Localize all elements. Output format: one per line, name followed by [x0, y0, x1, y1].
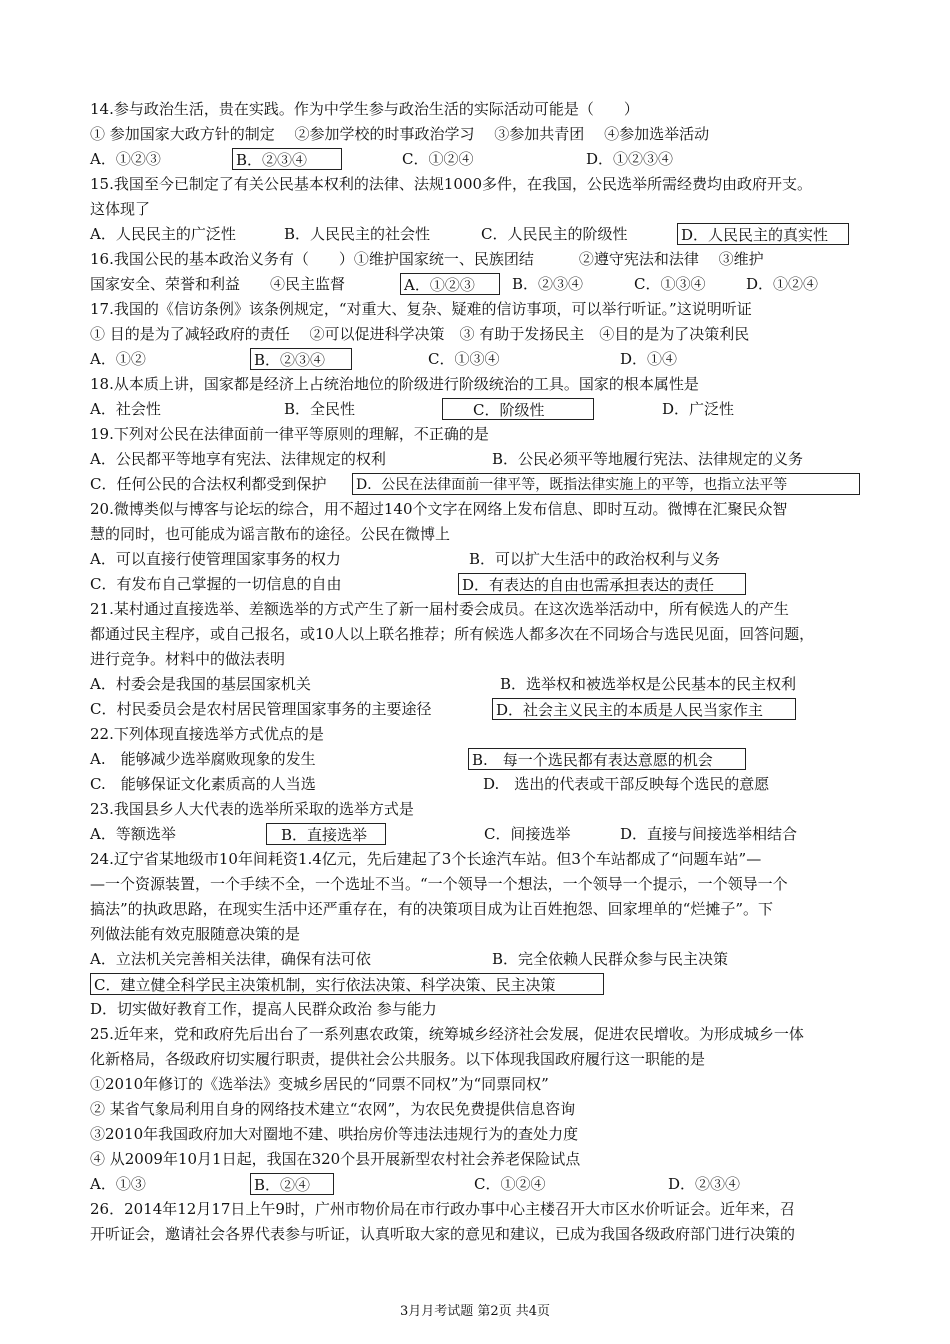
q24-stem-3: 搞法”的执政思路，在现实生活中还严重存在，有的决策项目成为让百姓抱怨、回家埋单的“烂摊子”。下 — [90, 900, 774, 918]
q25-option-a[interactable]: A．①③ — [90, 1175, 146, 1193]
q21-option-b[interactable]: B．选举权和被选举权是公民基本的民主权利 — [500, 675, 797, 693]
q26-stem-1: 26．2014年12月17日上午9时，广州市物价局在市行政办事中心主楼召开大市区水价听证会。近年来，召 — [90, 1200, 795, 1218]
q25-stem-1: 25.近年来，党和政府先后出台了一系列惠农政策，统筹城乡经济社会发展，促进农民增收。为形成城乡一体 — [90, 1025, 804, 1043]
q16-option-b[interactable]: B．②③④ — [512, 275, 584, 293]
q16-line-1: 16.我国公民的基本政治义务有（ ）①维护国家统一、民族团结 ②遵守宪法和法律 ③维护 — [90, 250, 764, 268]
q21-option-c[interactable]: C．村民委员会是农村居民管理国家事务的主要途径 — [90, 700, 432, 718]
q18-stem: 18.从本质上讲，国家都是经济上占统治地位的阶级进行阶级统治的工具。国家的根本属性是 — [90, 375, 699, 393]
q24-stem-1: 24.辽宁省某地级市10年间耗资1.4亿元，先后建起了3个长途汽车站。但3个车站都成了“问题车站”— — [90, 850, 762, 868]
q14-option-d[interactable]: D．①②③④ — [586, 150, 674, 168]
q26-stem-2: 开听证会，邀请社会各界代表参与听证，认真听取大家的意见和建议，已成为我国各级政府部门进行决策的 — [90, 1225, 796, 1243]
q19-option-a[interactable]: A．公民都平等地享有宪法、法律规定的权利 — [90, 450, 386, 468]
q14-items: ① 参加国家大政方针的制定 ②参加学校的时事政治学习 ③参加共青团 ④参加选举活动 — [90, 125, 710, 143]
q17-stem: 17.我国的《信访条例》该条例规定，“对重大、复杂、疑难的信访事项，可以举行听证。”这说明听证 — [90, 300, 752, 318]
q15-option-a[interactable]: A．人民民主的广泛性 — [90, 225, 236, 243]
q21-option-d-answer[interactable]: D．社会主义民主的本质是人民当家作主 — [492, 698, 796, 720]
q20-stem-2: 慧的同时，也可能成为谣言散布的途径。公民在微博上 — [90, 525, 451, 543]
q25-item-3: ③2010年我国政府加大对圈地不建、哄抬房价等违法违规行为的查处力度 — [90, 1125, 579, 1143]
q22-option-a[interactable]: A. 能够减少选举腐败现象的发生 — [90, 750, 316, 768]
q17-option-a[interactable]: A．①② — [90, 350, 146, 368]
q25-option-c[interactable]: C．①②④ — [474, 1175, 546, 1193]
q19-stem: 19.下列对公民在法律面前一律平等原则的理解，不正确的是 — [90, 425, 489, 443]
q20-stem-1: 20.微博类似与博客与论坛的综合，用不超过140个文字在网络上发布信息、即时互动。微博在汇聚民众智 — [90, 500, 788, 518]
q20-option-b[interactable]: B．可以扩大生活中的政治权利与义务 — [469, 550, 721, 568]
q20-option-a[interactable]: A．可以直接行使管理国家事务的权力 — [90, 550, 341, 568]
q25-option-d[interactable]: D．②③④ — [668, 1175, 741, 1193]
q21-stem-1: 21.某村通过直接选举、差额选举的方式产生了新一届村委会成员。在这次选举活动中，所有候选人的产生 — [90, 600, 789, 618]
q23-stem: 23.我国县乡人大代表的选举所采取的选举方式是 — [90, 800, 414, 818]
q18-option-c-answer[interactable]: C．阶级性 — [442, 398, 594, 420]
q21-stem-3: 进行竞争。材料中的做法表明 — [90, 650, 286, 668]
q24-stem-4: 列做法能有效克服随意决策的是 — [90, 925, 301, 943]
q22-option-d[interactable]: D. 选出的代表或干部反映每个选民的意愿 — [483, 775, 770, 793]
q14-option-b-answer[interactable]: B．②③④ — [232, 148, 342, 170]
q25-stem-2: 化新格局，各级政府切实履行职责，提供社会公共服务。以下体现我国政府履行这一职能的是 — [90, 1050, 706, 1068]
q16-option-c[interactable]: C．①③④ — [634, 275, 706, 293]
q17-option-b-answer[interactable]: B．②③④ — [250, 348, 352, 370]
q22-stem: 22.下列体现直接选举方式优点的是 — [90, 725, 324, 743]
q15-stem-1: 15.我国至今已制定了有关公民基本权利的法律、法规1000多件，在我国，公民选举所需经费均由政府开支。 — [90, 175, 813, 193]
q14-option-c[interactable]: C．①②④ — [402, 150, 474, 168]
q23-option-a[interactable]: A．等额选举 — [90, 825, 176, 843]
q18-option-b[interactable]: B．全民性 — [284, 400, 356, 418]
q19-option-c[interactable]: C．任何公民的合法权利都受到保护 — [90, 475, 327, 493]
q25-item-1: ①2010年修订的《选举法》变城乡居民的“同票不同权”为“同票同权” — [90, 1075, 549, 1093]
q15-option-c[interactable]: C．人民民主的阶级性 — [481, 225, 628, 243]
q24-option-d[interactable]: D．切实做好教育工作，提高人民群众政治 参与能力 — [90, 1000, 437, 1018]
q24-option-a[interactable]: A．立法机关完善相关法律，确保有法可依 — [90, 950, 371, 968]
q19-option-b[interactable]: B．公民必须平等地履行宪法、法律规定的义务 — [492, 450, 804, 468]
q20-option-c[interactable]: C．有发布自己掌握的一切信息的自由 — [90, 575, 342, 593]
q15-option-b[interactable]: B．人民民主的社会性 — [284, 225, 431, 243]
q18-option-d[interactable]: D．广泛性 — [662, 400, 735, 418]
q23-option-d[interactable]: D．直接与间接选举相结合 — [620, 825, 798, 843]
q17-option-c[interactable]: C．①③④ — [428, 350, 500, 368]
q21-stem-2: 都通过民主程序，或自己报名，或10人以上联名推荐；所有候选人都多次在不同场合与选民见面，回答问题， — [90, 625, 815, 643]
q23-option-b-answer[interactable]: B．直接选举 — [266, 823, 386, 845]
q15-option-d-answer[interactable]: D．人民民主的真实性 — [677, 223, 849, 245]
q14-option-a[interactable]: A．①②③ — [90, 150, 161, 168]
q17-option-d[interactable]: D．①④ — [620, 350, 678, 368]
q24-option-b[interactable]: B．完全依赖人民群众参与民主决策 — [492, 950, 729, 968]
q24-option-c-answer[interactable]: C．建立健全科学民主决策机制，实行依法决策、科学决策、民主决策 — [90, 973, 604, 995]
page-footer: 3月月考试题 第2页 共4页 — [399, 1304, 551, 1319]
q23-option-c[interactable]: C．间接选举 — [484, 825, 571, 843]
q22-option-b-answer[interactable]: B. 每一个选民都有表达意愿的机会 — [468, 748, 746, 770]
q25-option-b-answer[interactable]: B．②④ — [250, 1173, 334, 1195]
q15-stem-2: 这体现了 — [90, 200, 151, 218]
q21-option-a[interactable]: A．村委会是我国的基层国家机关 — [90, 675, 311, 693]
q22-option-c[interactable]: C. 能够保证文化素质高的人当选 — [90, 775, 316, 793]
q25-item-2: ② 某省气象局利用自身的网络技术建立“农网”，为农民免费提供信息咨询 — [90, 1100, 576, 1118]
q18-option-a[interactable]: A．社会性 — [90, 400, 161, 418]
q25-item-4: ④ 从2009年10月1日起，我国在320个县开展新型农村社会养老保险试点 — [90, 1150, 581, 1168]
q17-items: ① 目的是为了减轻政府的责任 ②可以促进科学决策 ③ 有助于发扬民主 ④目的是为了决策利民 — [90, 325, 750, 343]
q16-line-2: 国家安全、荣誉和利益 ④民主监督 — [90, 275, 346, 293]
q24-stem-2: —一个资源装置，一个手续不全，一个选址不当。“一个领导一个想法，一个领导一个提示，一个领导一个 — [90, 875, 788, 893]
q19-option-d-answer[interactable]: D．公民在法律面前一律平等，既指法律实施上的平等，也指立法平等 — [352, 473, 860, 495]
q20-option-d-answer[interactable]: D．有表达的自由也需承担表达的责任 — [458, 573, 746, 595]
q16-option-d[interactable]: D．①②④ — [746, 275, 819, 293]
q16-option-a-answer[interactable]: A．①②③ — [400, 273, 500, 295]
q14-stem: 14.参与政治生活，贵在实践。作为中学生参与政治生活的实际活动可能是（ ） — [90, 100, 639, 118]
